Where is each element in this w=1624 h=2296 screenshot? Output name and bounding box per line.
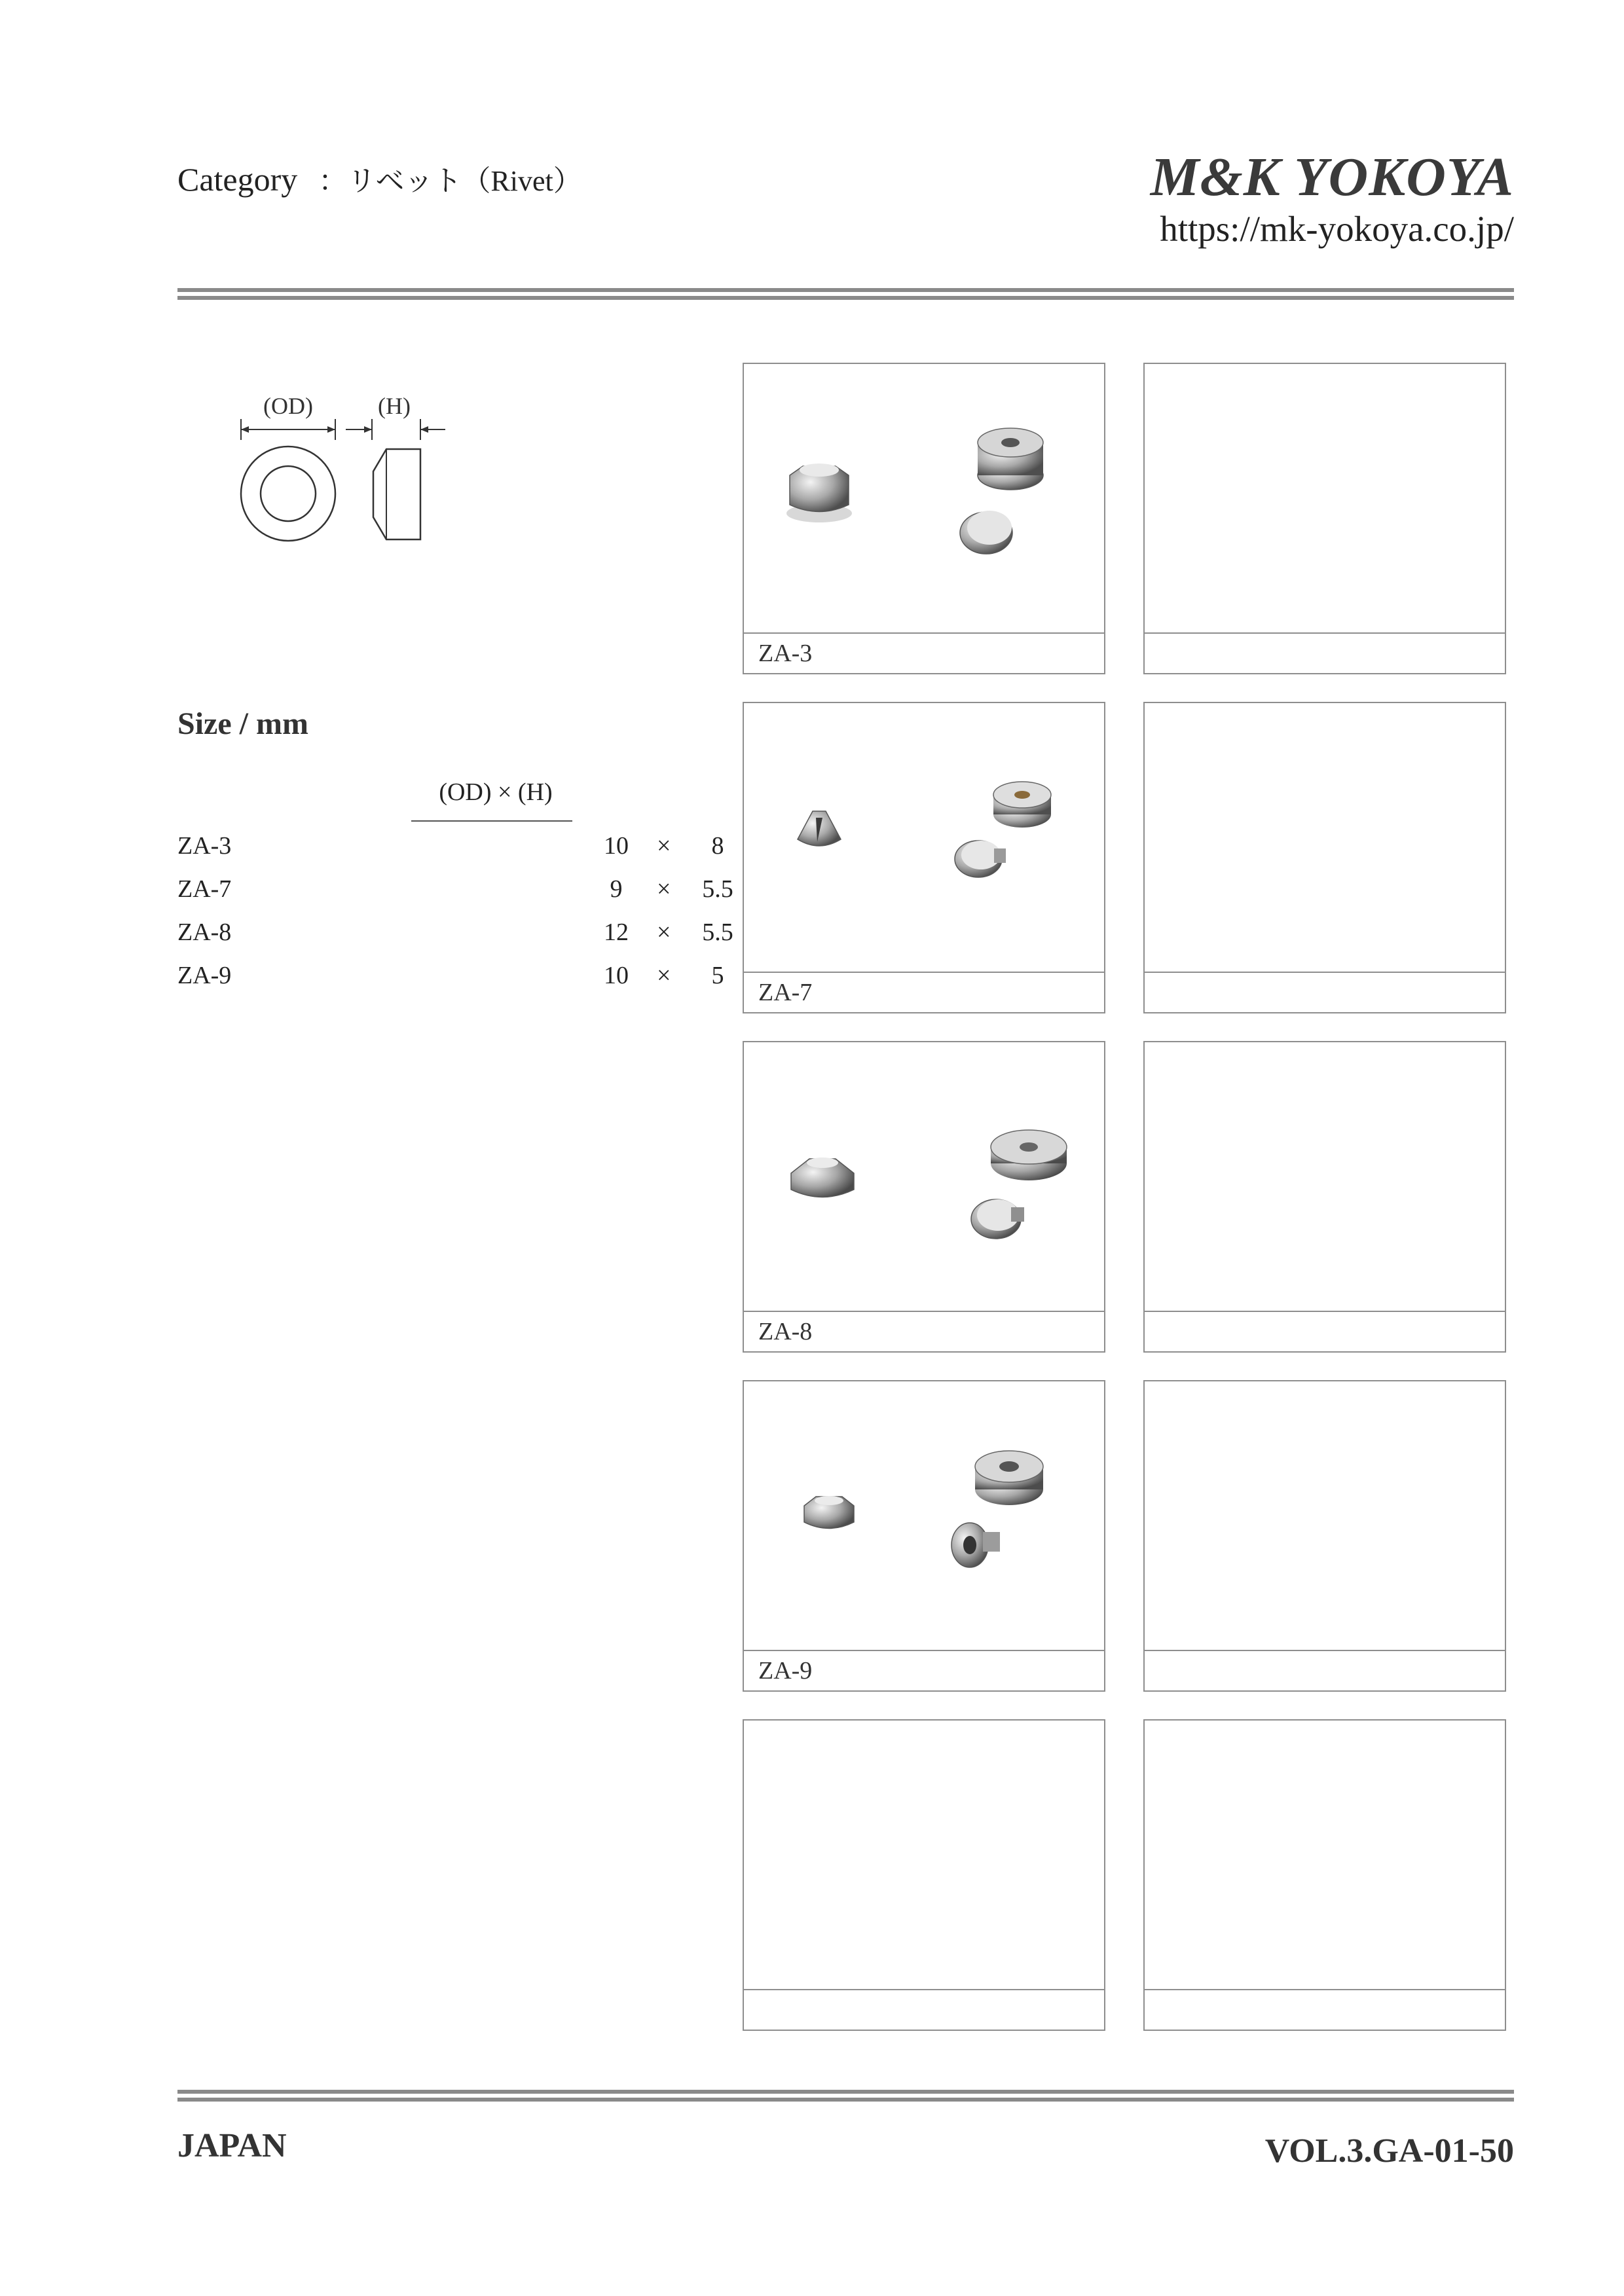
footer-rule-top bbox=[177, 2090, 1514, 2094]
size-row-od: 9 bbox=[610, 875, 623, 903]
size-row-h: 8 bbox=[711, 832, 724, 860]
empty-product-card bbox=[1143, 1041, 1506, 1353]
size-row bbox=[177, 875, 733, 907]
empty-product-card bbox=[1143, 1380, 1506, 1692]
product-card-za-9[interactable] bbox=[743, 1380, 1105, 1692]
product-photo bbox=[744, 703, 1104, 973]
size-table-header-rule bbox=[411, 820, 572, 822]
product-card-za-7[interactable] bbox=[743, 702, 1105, 1013]
category-line bbox=[177, 157, 582, 199]
empty-product-card bbox=[743, 1719, 1105, 2031]
size-row-od: 10 bbox=[604, 832, 629, 860]
product-label: ZA-8 bbox=[758, 1318, 813, 1345]
rivet-dimension-diagram bbox=[223, 386, 458, 556]
brand-logo: M&K YOKOYA bbox=[1150, 147, 1514, 208]
empty-photo bbox=[1145, 1721, 1505, 1990]
product-photo bbox=[744, 1042, 1104, 1312]
size-row bbox=[177, 918, 733, 951]
size-row-code: ZA-7 bbox=[177, 875, 232, 903]
size-row-od: 10 bbox=[604, 962, 629, 989]
header-rule-top bbox=[177, 288, 1514, 292]
rivet-photo-za-3 bbox=[744, 364, 1104, 632]
empty-photo bbox=[1145, 1042, 1505, 1312]
od-label: (OD) bbox=[263, 393, 313, 419]
product-photo bbox=[744, 364, 1104, 634]
size-row-times: × bbox=[657, 875, 671, 903]
size-row-times: × bbox=[657, 919, 671, 946]
footer-volume-code: VOL.3.GA-01-50 bbox=[1264, 2132, 1514, 2170]
size-row-code: ZA-8 bbox=[177, 919, 232, 946]
empty-photo bbox=[744, 1721, 1104, 1990]
product-card-za-3[interactable] bbox=[743, 363, 1105, 674]
category-label: Category bbox=[177, 161, 298, 198]
empty-product-card bbox=[1143, 1719, 1506, 2031]
size-table-header: (OD) × (H) bbox=[439, 778, 553, 806]
size-row-h: 5 bbox=[711, 962, 724, 989]
size-row bbox=[177, 831, 724, 864]
size-section-title: Size / mm bbox=[177, 706, 308, 741]
rivet-photo-za-9 bbox=[744, 1381, 1104, 1650]
product-card-za-8[interactable] bbox=[743, 1041, 1105, 1353]
od-inner-circle bbox=[261, 466, 316, 521]
size-row-times: × bbox=[657, 962, 671, 989]
empty-photo bbox=[1145, 703, 1505, 973]
empty-product-card bbox=[1143, 363, 1506, 674]
rivet-photo-za-7 bbox=[744, 703, 1104, 972]
product-label: ZA-7 bbox=[758, 979, 813, 1006]
size-row-h: 5.5 bbox=[702, 875, 733, 903]
size-row-od: 12 bbox=[604, 919, 629, 946]
category-value: ：リベット（Rivet） bbox=[318, 165, 582, 197]
size-row-code: ZA-9 bbox=[177, 962, 232, 989]
product-label: ZA-3 bbox=[758, 640, 813, 667]
size-row-code: ZA-3 bbox=[177, 832, 232, 860]
footer-rule-bottom bbox=[177, 2098, 1514, 2102]
empty-product-card bbox=[1143, 702, 1506, 1013]
product-photo bbox=[744, 1381, 1104, 1651]
rivet-photo-za-8 bbox=[744, 1042, 1104, 1311]
side-profile bbox=[373, 449, 420, 539]
product-label: ZA-9 bbox=[758, 1657, 813, 1685]
header-rule-bottom bbox=[177, 296, 1514, 300]
footer-country: JAPAN bbox=[177, 2127, 287, 2164]
od-outer-circle bbox=[241, 446, 335, 541]
size-row bbox=[177, 961, 724, 994]
empty-photo bbox=[1145, 1381, 1505, 1651]
h-label: (H) bbox=[378, 393, 411, 419]
size-row-times: × bbox=[657, 832, 671, 860]
empty-photo bbox=[1145, 364, 1505, 634]
site-url[interactable]: https://mk-yokoya.co.jp/ bbox=[1160, 209, 1514, 249]
size-row-h: 5.5 bbox=[702, 919, 733, 946]
